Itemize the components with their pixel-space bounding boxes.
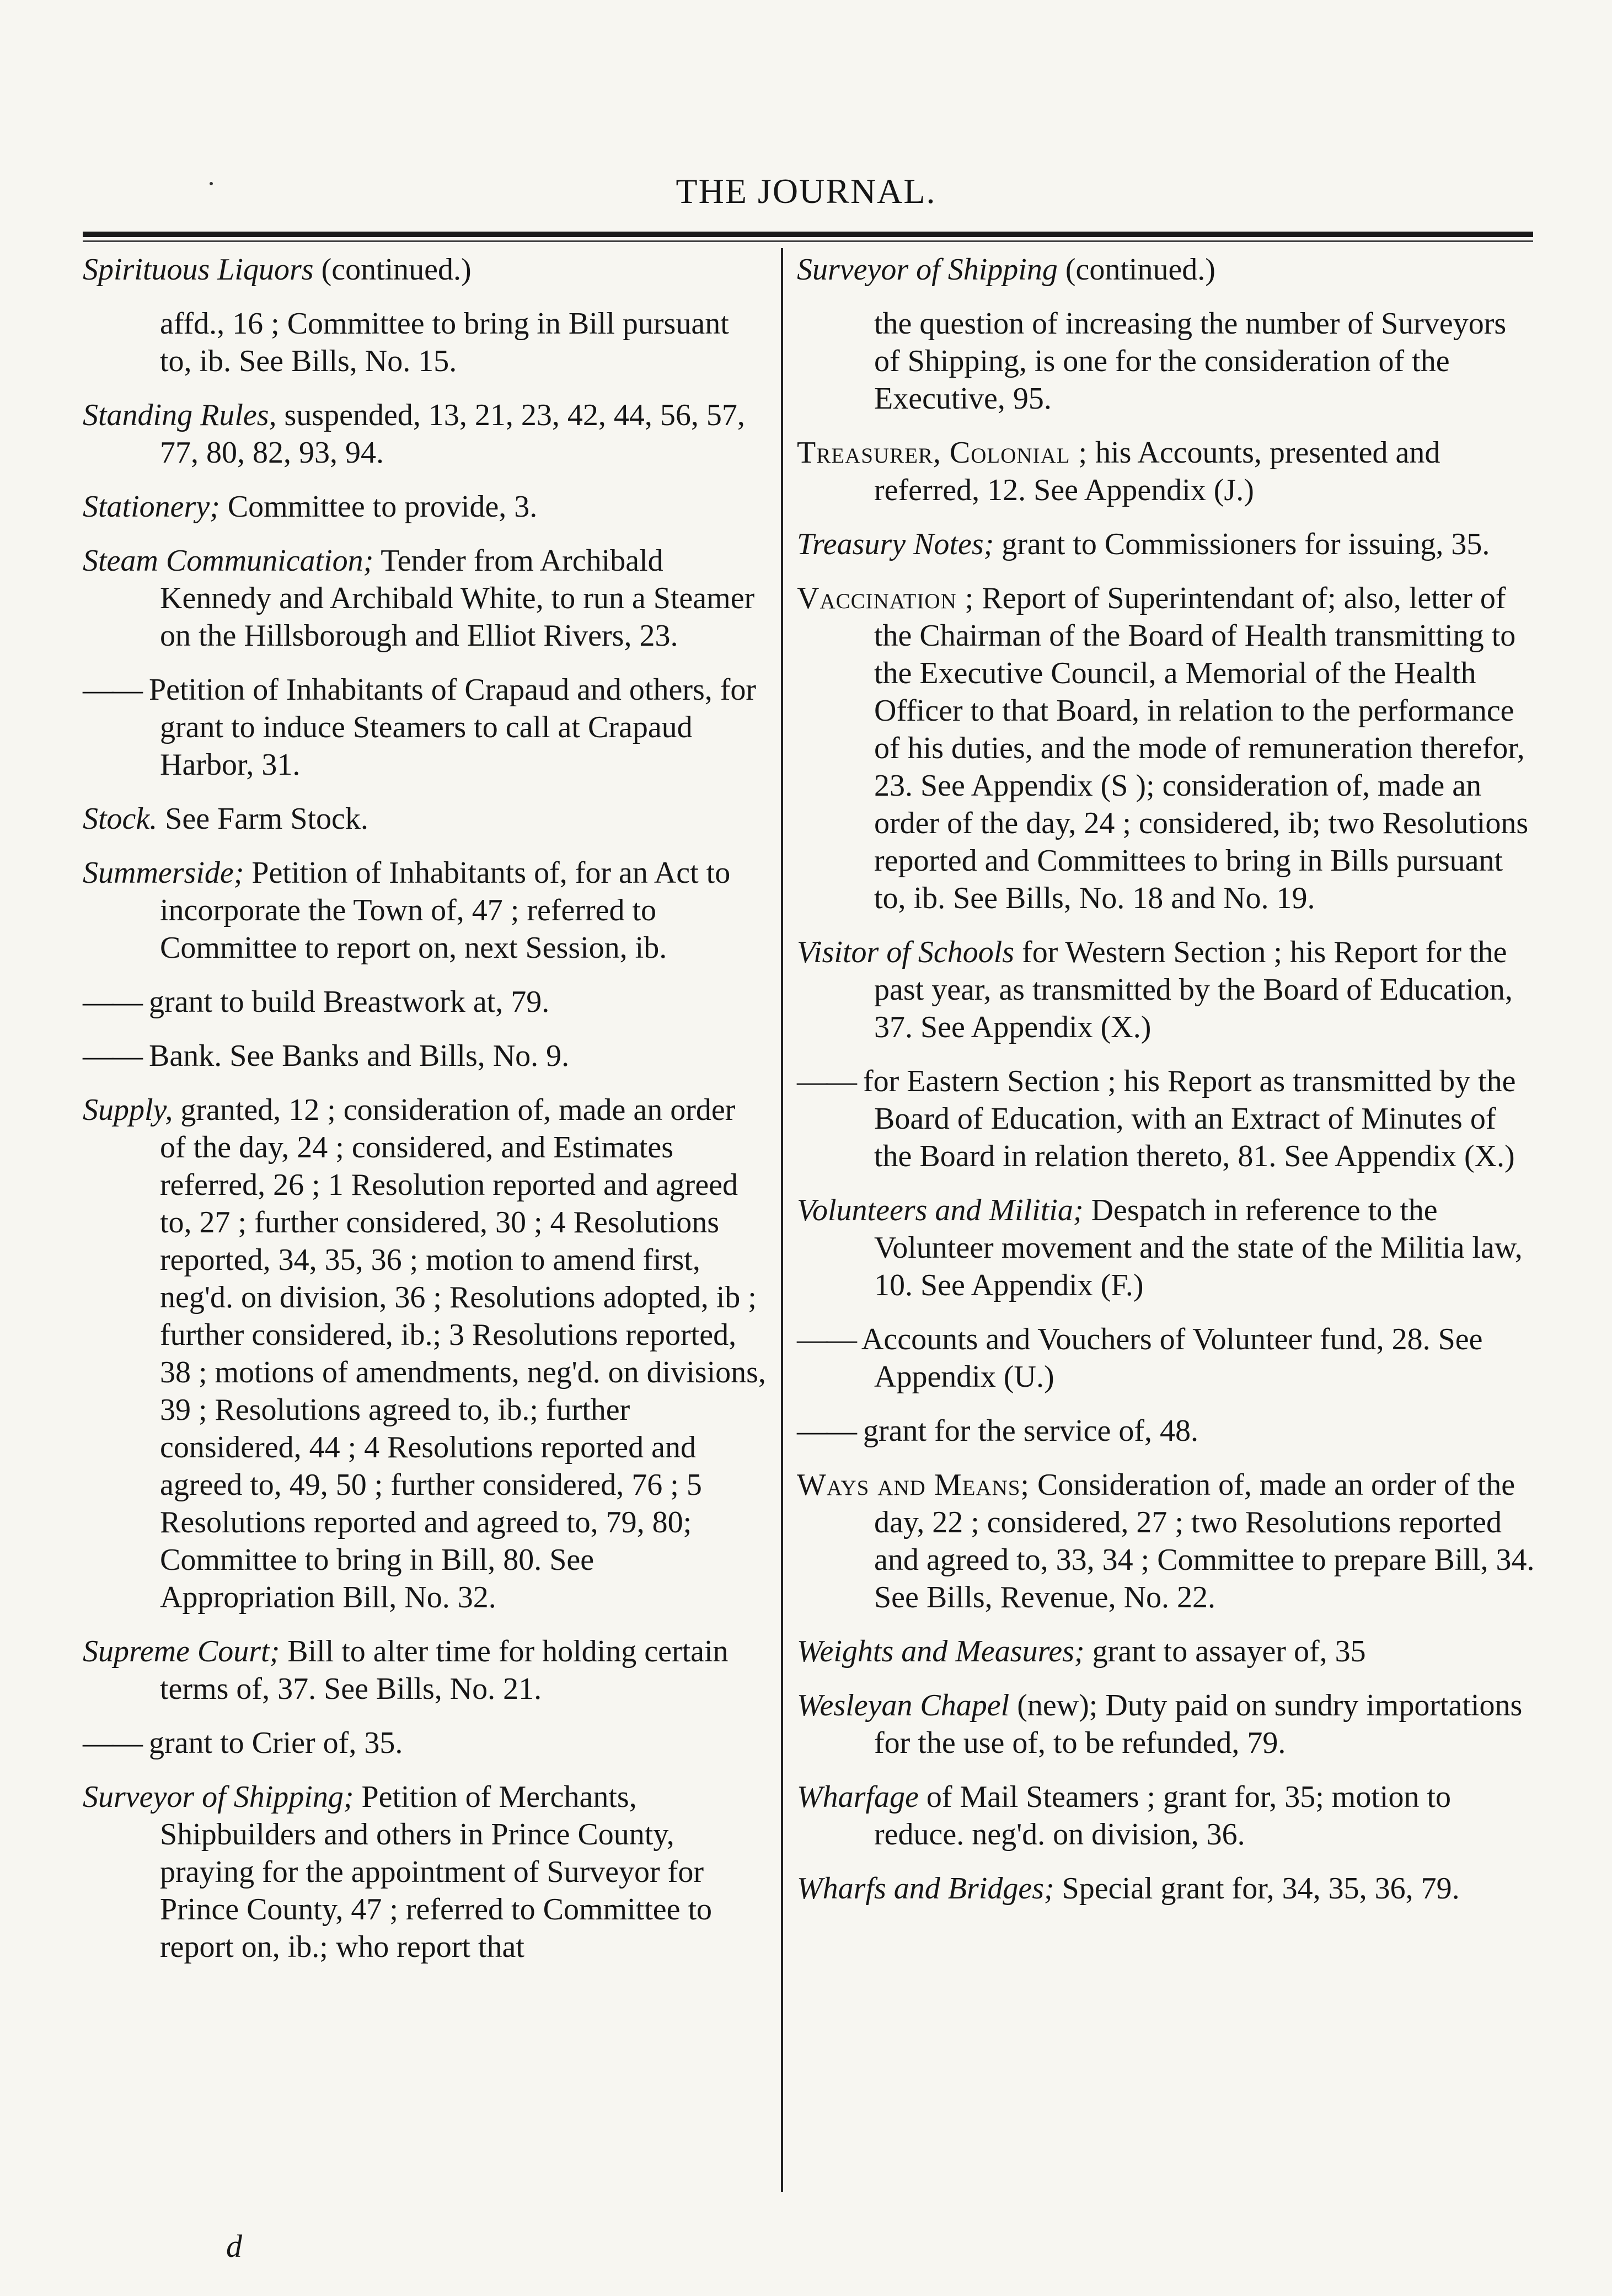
entry-text: Special grant for, 34, 35, 36, 79.	[1054, 1871, 1460, 1906]
index-entry	[83, 1091, 767, 1616]
entry-heading: ——	[797, 1414, 855, 1448]
entry-heading: Supreme Court;	[83, 1634, 280, 1669]
entry-heading: Supply,	[83, 1093, 173, 1127]
index-entry	[797, 1321, 1536, 1396]
header-rule-thick	[83, 232, 1533, 237]
index-entry	[83, 854, 767, 967]
entry-text: (continued.)	[313, 253, 472, 287]
index-entry	[797, 1633, 1536, 1670]
index-entry	[797, 1063, 1536, 1175]
entry-heading: ——	[83, 985, 141, 1019]
index-entry	[83, 1037, 767, 1075]
entry-text: Petition of Inhabitants of, for an Act to incorporate the Town of, 47 ; referred to Committee to report on, next Session, ib.	[160, 856, 731, 965]
index-entry	[83, 671, 767, 784]
index-entry	[83, 488, 767, 525]
entry-text: (new); Duty paid on sundry importations for the use of, to be refunded, 79.	[874, 1688, 1523, 1760]
index-entry-continuation	[83, 305, 767, 380]
entry-text: for Western Section ; his Report for the past year, as transmitted by the Board of Education, 37. See Appendix (X.)	[874, 935, 1513, 1044]
entry-heading: Wharfs and Bridges;	[797, 1871, 1054, 1906]
index-entry	[83, 542, 767, 655]
index-entry	[83, 983, 767, 1021]
index-entry	[797, 1687, 1536, 1762]
entry-heading: Surveyor of Shipping	[797, 253, 1058, 287]
entry-heading: ——	[797, 1064, 855, 1098]
index-entry	[797, 1870, 1536, 1907]
entry-heading: Treasury Notes;	[797, 527, 994, 561]
entry-text: granted, 12 ; consideration of, made an order of the day, 24 ; considered, and Estimates referred, 26 ; 1 Resolution reported and agreed to, 27 ; further considered, 30 ; 4 Resolutions reported, 34, 35, 36 ; motion to amend first, neg'd. on division, 36 ; Resolutions adopted, ib ; further considered, ib.; 3 Resolutions reported, 38 ; motions of amendments, neg'd. on divisions, 39 ; Resolutions agreed to, ib.; further considered, 44 ; 4 Resolutions reported and agreed to, 49, 50 ; further considered, 76 ; 5 Resolutions reported and agreed to, 79, 80; Committee to bring in Bill, 80. See Appropriation Bill, No. 32.	[160, 1093, 766, 1614]
entry-text: See Farm Stock.	[157, 802, 368, 836]
index-entry	[83, 1633, 767, 1708]
left-column	[83, 251, 767, 1982]
entry-heading: Visitor of Schools	[797, 935, 1015, 969]
entry-heading: Standing Rules,	[83, 398, 277, 432]
entry-text: for Eastern Section ; his Report as transmitted by the Board of Education, with an Extract of Minutes of the Board in relation thereto, 81. See Appendix (X.)	[855, 1064, 1516, 1173]
entry-text: Bank. See Banks and Bills, No. 9.	[141, 1039, 570, 1073]
index-entry	[83, 800, 767, 838]
entry-heading: Surveyor of Shipping;	[83, 1780, 354, 1814]
signature-mark: d	[226, 2228, 242, 2264]
entry-heading: Wesleyan Chapel	[797, 1688, 1010, 1723]
entry-heading: ——	[83, 1726, 141, 1760]
entry-heading: Stock.	[83, 802, 158, 836]
entry-heading: ——	[83, 673, 141, 707]
entry-heading: ——	[83, 1039, 141, 1073]
entry-text: grant to build Breastwork at, 79.	[141, 985, 550, 1019]
entry-heading: Stationery;	[83, 490, 220, 524]
entry-heading: Vaccination ;	[797, 581, 974, 615]
index-entry	[797, 1778, 1536, 1853]
entry-text: of Mail Steamers ; grant for, 35; motion to reduce. neg'd. on division, 36.	[874, 1780, 1452, 1852]
index-entry	[797, 580, 1536, 917]
entry-text: Consideration of, made an order of the day, 22 ; considered, 27 ; two Resolutions reported and agreed to, 33, 34 ; Committee to prepare Bill, 34. See Bills, Revenue, No. 22.	[874, 1468, 1535, 1614]
entry-heading: Steam Communication;	[83, 544, 374, 578]
index-entry-continuation	[797, 305, 1536, 417]
index-entry	[83, 396, 767, 471]
entry-text: Petition of Merchants, Shipbuilders and others in Prince County, praying for the appointment of Surveyor for Prince County, 47 ; referred to Committee to report on, ib.; who report that	[160, 1780, 713, 1964]
column-divider	[781, 248, 783, 2192]
entry-heading: Spirituous Liquors	[83, 253, 314, 287]
entry-heading: Treasurer, Colonial ;	[797, 436, 1088, 470]
entry-heading: ——	[797, 1322, 855, 1356]
right-column	[797, 251, 1536, 1924]
index-entry	[797, 434, 1536, 509]
entry-heading: Wharfage	[797, 1780, 919, 1814]
entry-text: grant to Crier of, 35.	[141, 1726, 403, 1760]
entry-text: affd., 16 ; Committee to bring in Bill pursuant to, ib. See Bills, No. 15.	[160, 307, 729, 378]
entry-text: grant for the service of, 48.	[855, 1414, 1198, 1448]
entry-text: Petition of Inhabitants of Crapaud and others, for grant to induce Steamers to call at Crapaud Harbor, 31.	[141, 673, 757, 782]
entry-text: Report of Superintendant of; also, letter of the Chairman of the Board of Health transmitting to the Executive Council, a Memorial of the Health Officer to that Board, in relation to the performance of his duties, and the mode of remuneration therefor, 23. See Appendix (S ); consideration of, made an order of the day, 24 ; considered, ib; two Resolutions reported and Committees to bring in Bills pursuant to, ib. See Bills, No. 18 and No. 19.	[874, 581, 1529, 915]
entry-text: his Accounts, presented and referred, 12. See Appendix (J.)	[874, 436, 1440, 507]
entry-heading: Summerside;	[83, 856, 244, 890]
entry-text: Committee to provide, 3.	[219, 490, 538, 524]
index-entry	[797, 1192, 1536, 1304]
index-entry	[797, 525, 1536, 563]
entry-text: Tender from Archibald Kennedy and Archibald White, to run a Steamer on the Hillsborough and Elliot Rivers, 23.	[160, 544, 755, 653]
entry-text: suspended, 13, 21, 23, 42, 44, 56, 57, 77, 80, 82, 93, 94.	[160, 398, 745, 470]
entry-text: Bill to alter time for holding certain terms of, 37. See Bills, No. 21.	[160, 1634, 729, 1706]
entry-text: (continued.)	[1057, 253, 1215, 287]
index-entry	[797, 1412, 1536, 1450]
entry-text: Accounts and Vouchers of Volunteer fund, 28. See Appendix (U.)	[855, 1322, 1483, 1394]
index-entry	[797, 1466, 1536, 1616]
entry-heading: Volunteers and Militia;	[797, 1193, 1084, 1227]
header-rule-thin	[83, 240, 1533, 242]
entry-text: grant to assayer of, 35	[1084, 1634, 1366, 1669]
index-entry	[797, 934, 1536, 1046]
continued-heading	[83, 251, 767, 288]
entry-text: the question of increasing the number of Surveyors of Shipping, is one for the consideration of the Executive, 95.	[874, 307, 1507, 416]
index-entry	[83, 1724, 767, 1762]
entry-heading: Weights and Measures;	[797, 1634, 1085, 1669]
entry-heading: Ways and Means;	[797, 1468, 1030, 1502]
entry-text: Despatch in reference to the Volunteer movement and the state of the Militia law, 10. See Appendix (F.)	[874, 1193, 1523, 1302]
index-entry	[83, 1778, 767, 1966]
page-title: THE JOURNAL.	[676, 171, 936, 211]
continued-heading	[797, 251, 1536, 288]
entry-text: grant to Commissioners for issuing, 35.	[994, 527, 1490, 561]
